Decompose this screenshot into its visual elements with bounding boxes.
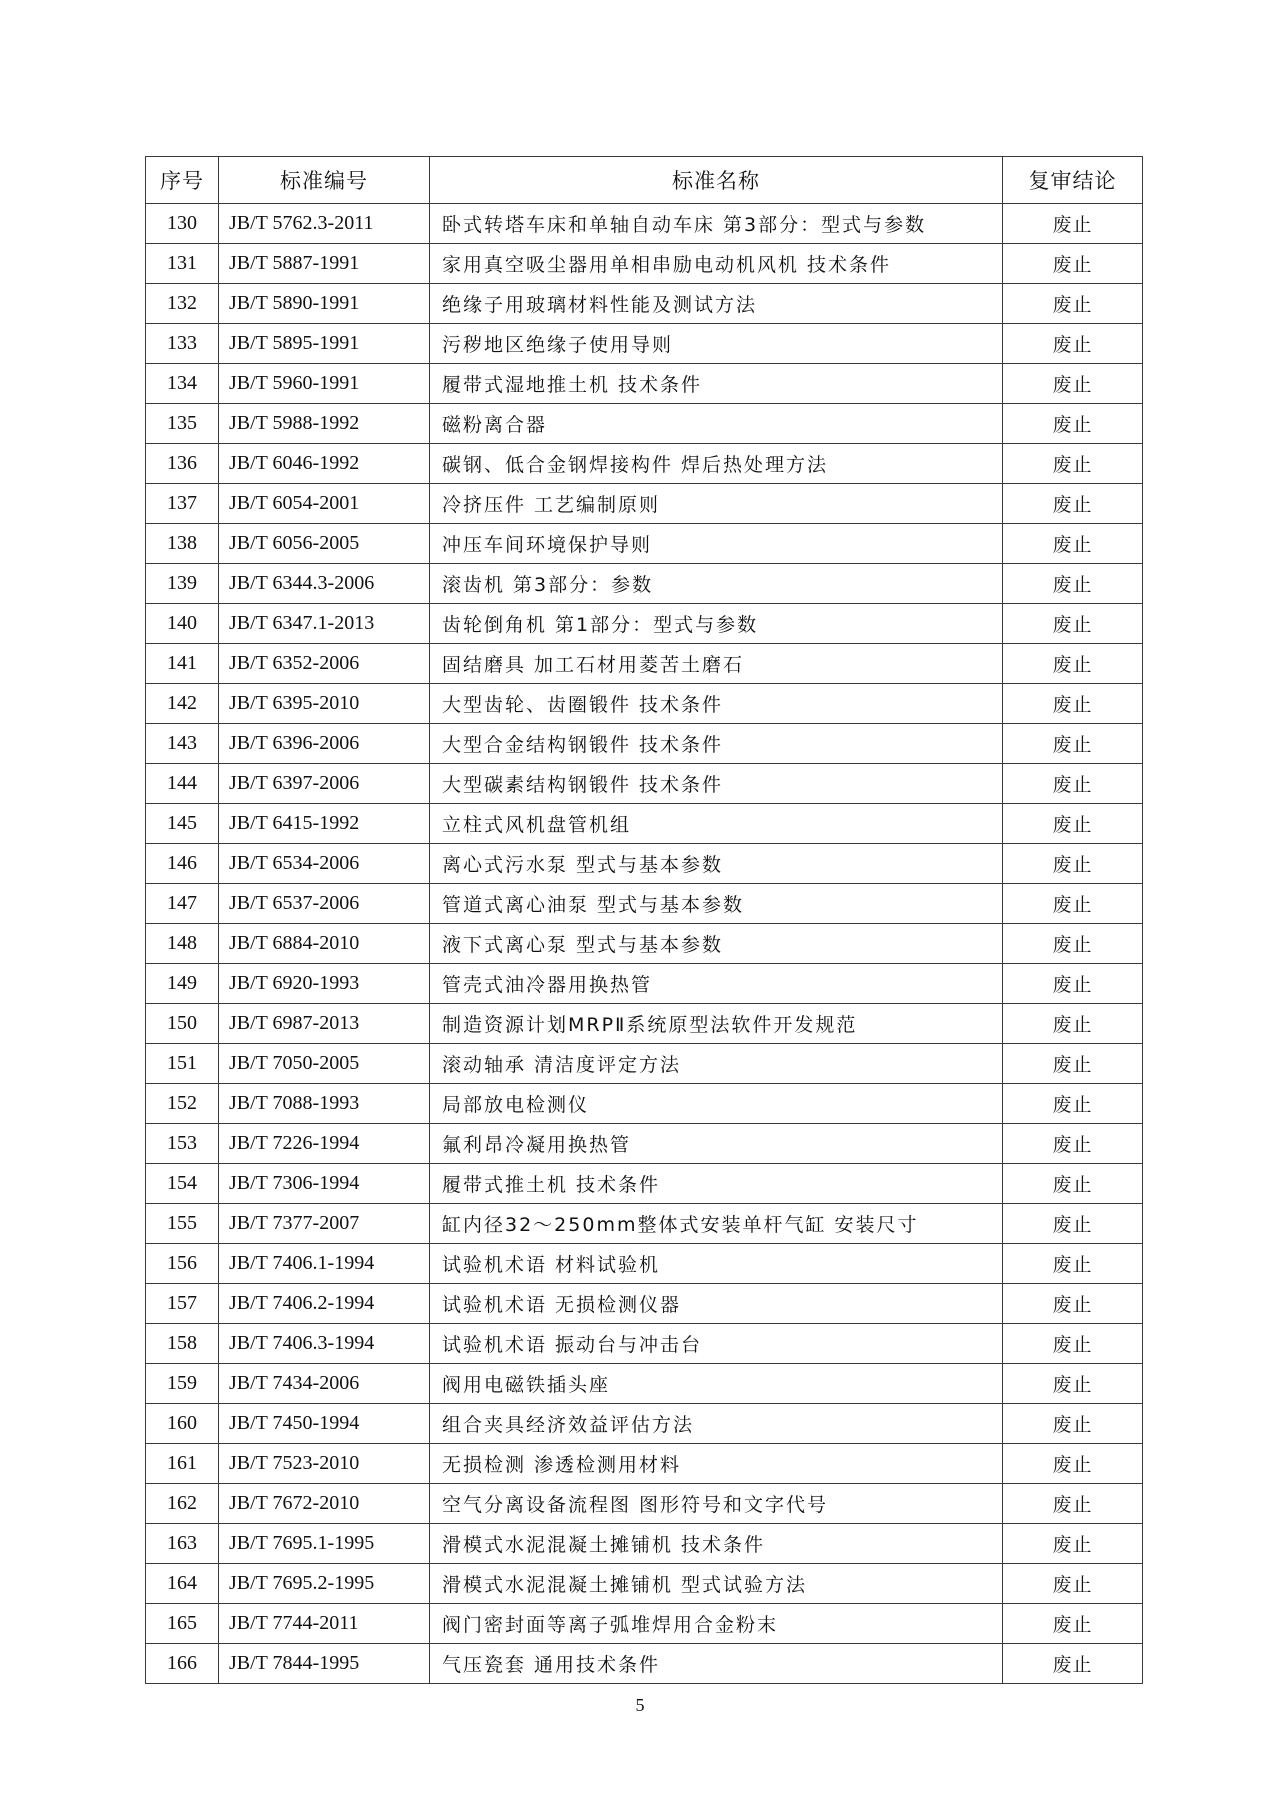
cell-code: JB/T 5895-1991 (219, 324, 430, 364)
cell-seq: 159 (146, 1364, 219, 1404)
cell-code: JB/T 7695.2-1995 (219, 1564, 430, 1604)
table-row (146, 444, 1143, 484)
cell-code: JB/T 5762.3-2011 (219, 204, 430, 244)
cell-name: 滚动轴承 清洁度评定方法 (430, 1044, 1003, 1084)
table-row (146, 1284, 1143, 1324)
cell-name: 污秽地区绝缘子使用导则 (430, 324, 1003, 364)
cell-name: 无损检测 渗透检测用材料 (430, 1444, 1003, 1484)
cell-name: 试验机术语 振动台与冲击台 (430, 1324, 1003, 1364)
cell-name: 大型齿轮、齿圈锻件 技术条件 (430, 684, 1003, 724)
table-row (146, 1524, 1143, 1564)
cell-seq: 165 (146, 1604, 219, 1644)
cell-code: JB/T 6920-1993 (219, 964, 430, 1004)
table-row (146, 1404, 1143, 1444)
cell-result: 废止 (1003, 1484, 1143, 1524)
cell-result: 废止 (1003, 1564, 1143, 1604)
cell-seq: 155 (146, 1204, 219, 1244)
table-header-row (146, 157, 1143, 204)
cell-result: 废止 (1003, 244, 1143, 284)
cell-result: 废止 (1003, 444, 1143, 484)
cell-seq: 150 (146, 1004, 219, 1044)
cell-seq: 131 (146, 244, 219, 284)
cell-name: 固结磨具 加工石材用菱苦土磨石 (430, 644, 1003, 684)
cell-name: 离心式污水泵 型式与基本参数 (430, 844, 1003, 884)
cell-code: JB/T 6537-2006 (219, 884, 430, 924)
cell-name: 立柱式风机盘管机组 (430, 804, 1003, 844)
cell-result: 废止 (1003, 1124, 1143, 1164)
table-row (146, 204, 1143, 244)
cell-name: 家用真空吸尘器用单相串励电动机风机 技术条件 (430, 244, 1003, 284)
table-row (146, 724, 1143, 764)
cell-name: 履带式推土机 技术条件 (430, 1164, 1003, 1204)
cell-code: JB/T 7406.3-1994 (219, 1324, 430, 1364)
cell-seq: 154 (146, 1164, 219, 1204)
cell-seq: 166 (146, 1644, 219, 1684)
cell-seq: 151 (146, 1044, 219, 1084)
cell-code: JB/T 6046-1992 (219, 444, 430, 484)
cell-result: 废止 (1003, 684, 1143, 724)
cell-code: JB/T 6987-2013 (219, 1004, 430, 1044)
page-number: 5 (635, 1695, 645, 1715)
cell-code: JB/T 6347.1-2013 (219, 604, 430, 644)
cell-result: 废止 (1003, 884, 1143, 924)
table-row (146, 884, 1143, 924)
table-row (146, 404, 1143, 444)
cell-code: JB/T 6396-2006 (219, 724, 430, 764)
standards-table (145, 156, 1143, 1684)
cell-result: 废止 (1003, 1644, 1143, 1684)
cell-seq: 152 (146, 1084, 219, 1124)
cell-seq: 140 (146, 604, 219, 644)
cell-seq: 139 (146, 564, 219, 604)
cell-seq: 144 (146, 764, 219, 804)
cell-seq: 136 (146, 444, 219, 484)
cell-seq: 141 (146, 644, 219, 684)
cell-result: 废止 (1003, 564, 1143, 604)
table-row (146, 364, 1143, 404)
cell-code: JB/T 6056-2005 (219, 524, 430, 564)
cell-seq: 163 (146, 1524, 219, 1564)
cell-name: 大型碳素结构钢锻件 技术条件 (430, 764, 1003, 804)
cell-result: 废止 (1003, 924, 1143, 964)
cell-result: 废止 (1003, 1164, 1143, 1204)
table-row (146, 244, 1143, 284)
cell-seq: 147 (146, 884, 219, 924)
cell-code: JB/T 5890-1991 (219, 284, 430, 324)
table-row (146, 1204, 1143, 1244)
cell-result: 废止 (1003, 1204, 1143, 1244)
cell-code: JB/T 7434-2006 (219, 1364, 430, 1404)
cell-result: 废止 (1003, 804, 1143, 844)
cell-code: JB/T 6054-2001 (219, 484, 430, 524)
cell-seq: 133 (146, 324, 219, 364)
cell-name: 组合夹具经济效益评估方法 (430, 1404, 1003, 1444)
cell-code: JB/T 7226-1994 (219, 1124, 430, 1164)
cell-code: JB/T 7306-1994 (219, 1164, 430, 1204)
cell-name: 阀用电磁铁插头座 (430, 1364, 1003, 1404)
table-row (146, 1604, 1143, 1644)
table-row (146, 924, 1143, 964)
cell-name: 气压瓷套 通用技术条件 (430, 1644, 1003, 1684)
table-row (146, 1084, 1143, 1124)
cell-name: 碳钢、低合金钢焊接构件 焊后热处理方法 (430, 444, 1003, 484)
cell-name: 滑模式水泥混凝土摊铺机 技术条件 (430, 1524, 1003, 1564)
cell-result: 废止 (1003, 484, 1143, 524)
cell-result: 废止 (1003, 204, 1143, 244)
cell-result: 废止 (1003, 284, 1143, 324)
cell-name: 制造资源计划MRPⅡ系统原型法软件开发规范 (430, 1004, 1003, 1044)
table-row (146, 1644, 1143, 1684)
cell-result: 废止 (1003, 604, 1143, 644)
table-row (146, 564, 1143, 604)
table-row (146, 524, 1143, 564)
cell-seq: 146 (146, 844, 219, 884)
cell-name: 管道式离心油泵 型式与基本参数 (430, 884, 1003, 924)
cell-name: 阀门密封面等离子弧堆焊用合金粉末 (430, 1604, 1003, 1644)
cell-result: 废止 (1003, 324, 1143, 364)
cell-result: 废止 (1003, 1604, 1143, 1644)
cell-result: 废止 (1003, 1524, 1143, 1564)
cell-code: JB/T 7672-2010 (219, 1484, 430, 1524)
cell-name: 试验机术语 无损检测仪器 (430, 1284, 1003, 1324)
table-row (146, 644, 1143, 684)
cell-seq: 143 (146, 724, 219, 764)
cell-result: 废止 (1003, 1084, 1143, 1124)
cell-result: 废止 (1003, 1004, 1143, 1044)
table-body (146, 204, 1143, 1684)
cell-result: 废止 (1003, 1364, 1143, 1404)
cell-seq: 153 (146, 1124, 219, 1164)
cell-result: 废止 (1003, 1404, 1143, 1444)
cell-code: JB/T 6395-2010 (219, 684, 430, 724)
cell-result: 废止 (1003, 364, 1143, 404)
cell-seq: 157 (146, 1284, 219, 1324)
cell-result: 废止 (1003, 844, 1143, 884)
cell-code: JB/T 7844-1995 (219, 1644, 430, 1684)
cell-code: JB/T 5887-1991 (219, 244, 430, 284)
table-row (146, 764, 1143, 804)
header-seq: 序号 (146, 157, 219, 204)
cell-name: 试验机术语 材料试验机 (430, 1244, 1003, 1284)
cell-seq: 164 (146, 1564, 219, 1604)
cell-result: 废止 (1003, 524, 1143, 564)
cell-seq: 138 (146, 524, 219, 564)
table-row (146, 844, 1143, 884)
table-row (146, 604, 1143, 644)
cell-name: 冲压车间环境保护导则 (430, 524, 1003, 564)
cell-seq: 132 (146, 284, 219, 324)
cell-name: 卧式转塔车床和单轴自动车床 第3部分：型式与参数 (430, 204, 1003, 244)
cell-name: 空气分离设备流程图 图形符号和文字代号 (430, 1484, 1003, 1524)
cell-result: 废止 (1003, 764, 1143, 804)
cell-code: JB/T 7695.1-1995 (219, 1524, 430, 1564)
cell-code: JB/T 7088-1993 (219, 1084, 430, 1124)
table-row (146, 484, 1143, 524)
cell-name: 局部放电检测仪 (430, 1084, 1003, 1124)
cell-seq: 130 (146, 204, 219, 244)
cell-code: JB/T 6397-2006 (219, 764, 430, 804)
cell-code: JB/T 6415-1992 (219, 804, 430, 844)
cell-seq: 156 (146, 1244, 219, 1284)
header-name: 标准名称 (430, 157, 1003, 204)
cell-result: 废止 (1003, 964, 1143, 1004)
cell-name: 液下式离心泵 型式与基本参数 (430, 924, 1003, 964)
cell-code: JB/T 5988-1992 (219, 404, 430, 444)
cell-seq: 134 (146, 364, 219, 404)
cell-code: JB/T 7377-2007 (219, 1204, 430, 1244)
cell-result: 废止 (1003, 1444, 1143, 1484)
cell-code: JB/T 5960-1991 (219, 364, 430, 404)
table-row (146, 284, 1143, 324)
cell-seq: 145 (146, 804, 219, 844)
table-row (146, 1444, 1143, 1484)
cell-code: JB/T 6884-2010 (219, 924, 430, 964)
table-row (146, 684, 1143, 724)
cell-seq: 148 (146, 924, 219, 964)
cell-name: 绝缘子用玻璃材料性能及测试方法 (430, 284, 1003, 324)
cell-code: JB/T 6344.3-2006 (219, 564, 430, 604)
cell-code: JB/T 6534-2006 (219, 844, 430, 884)
table-row (146, 1324, 1143, 1364)
cell-name: 齿轮倒角机 第1部分：型式与参数 (430, 604, 1003, 644)
cell-seq: 158 (146, 1324, 219, 1364)
table-row (146, 1044, 1143, 1084)
cell-code: JB/T 7406.2-1994 (219, 1284, 430, 1324)
cell-name: 滚齿机 第3部分：参数 (430, 564, 1003, 604)
table-row (146, 1164, 1143, 1204)
table-row (146, 1244, 1143, 1284)
cell-name: 缸内径32～250mm整体式安装单杆气缸 安装尺寸 (430, 1204, 1003, 1244)
table-row (146, 1364, 1143, 1404)
table-row (146, 324, 1143, 364)
cell-seq: 161 (146, 1444, 219, 1484)
cell-seq: 149 (146, 964, 219, 1004)
table-row (146, 1124, 1143, 1164)
table-row (146, 1564, 1143, 1604)
cell-result: 废止 (1003, 1284, 1143, 1324)
cell-name: 冷挤压件 工艺编制原则 (430, 484, 1003, 524)
cell-code: JB/T 6352-2006 (219, 644, 430, 684)
cell-code: JB/T 7523-2010 (219, 1444, 430, 1484)
cell-result: 废止 (1003, 644, 1143, 684)
cell-seq: 160 (146, 1404, 219, 1444)
cell-name: 滑模式水泥混凝土摊铺机 型式试验方法 (430, 1564, 1003, 1604)
table-row (146, 1004, 1143, 1044)
table-row (146, 1484, 1143, 1524)
cell-result: 废止 (1003, 1044, 1143, 1084)
cell-code: JB/T 7744-2011 (219, 1604, 430, 1644)
cell-seq: 137 (146, 484, 219, 524)
header-result: 复审结论 (1003, 157, 1143, 204)
cell-result: 废止 (1003, 1244, 1143, 1284)
cell-code: JB/T 7050-2005 (219, 1044, 430, 1084)
header-code: 标准编号 (219, 157, 430, 204)
cell-result: 废止 (1003, 1324, 1143, 1364)
cell-seq: 142 (146, 684, 219, 724)
cell-code: JB/T 7406.1-1994 (219, 1244, 430, 1284)
cell-name: 管壳式油冷器用换热管 (430, 964, 1003, 1004)
table-row (146, 964, 1143, 1004)
cell-name: 大型合金结构钢锻件 技术条件 (430, 724, 1003, 764)
cell-seq: 162 (146, 1484, 219, 1524)
cell-name: 磁粉离合器 (430, 404, 1003, 444)
table-row (146, 804, 1143, 844)
cell-name: 氟利昂冷凝用换热管 (430, 1124, 1003, 1164)
cell-code: JB/T 7450-1994 (219, 1404, 430, 1444)
cell-name: 履带式湿地推土机 技术条件 (430, 364, 1003, 404)
cell-seq: 135 (146, 404, 219, 444)
cell-result: 废止 (1003, 724, 1143, 764)
cell-result: 废止 (1003, 404, 1143, 444)
